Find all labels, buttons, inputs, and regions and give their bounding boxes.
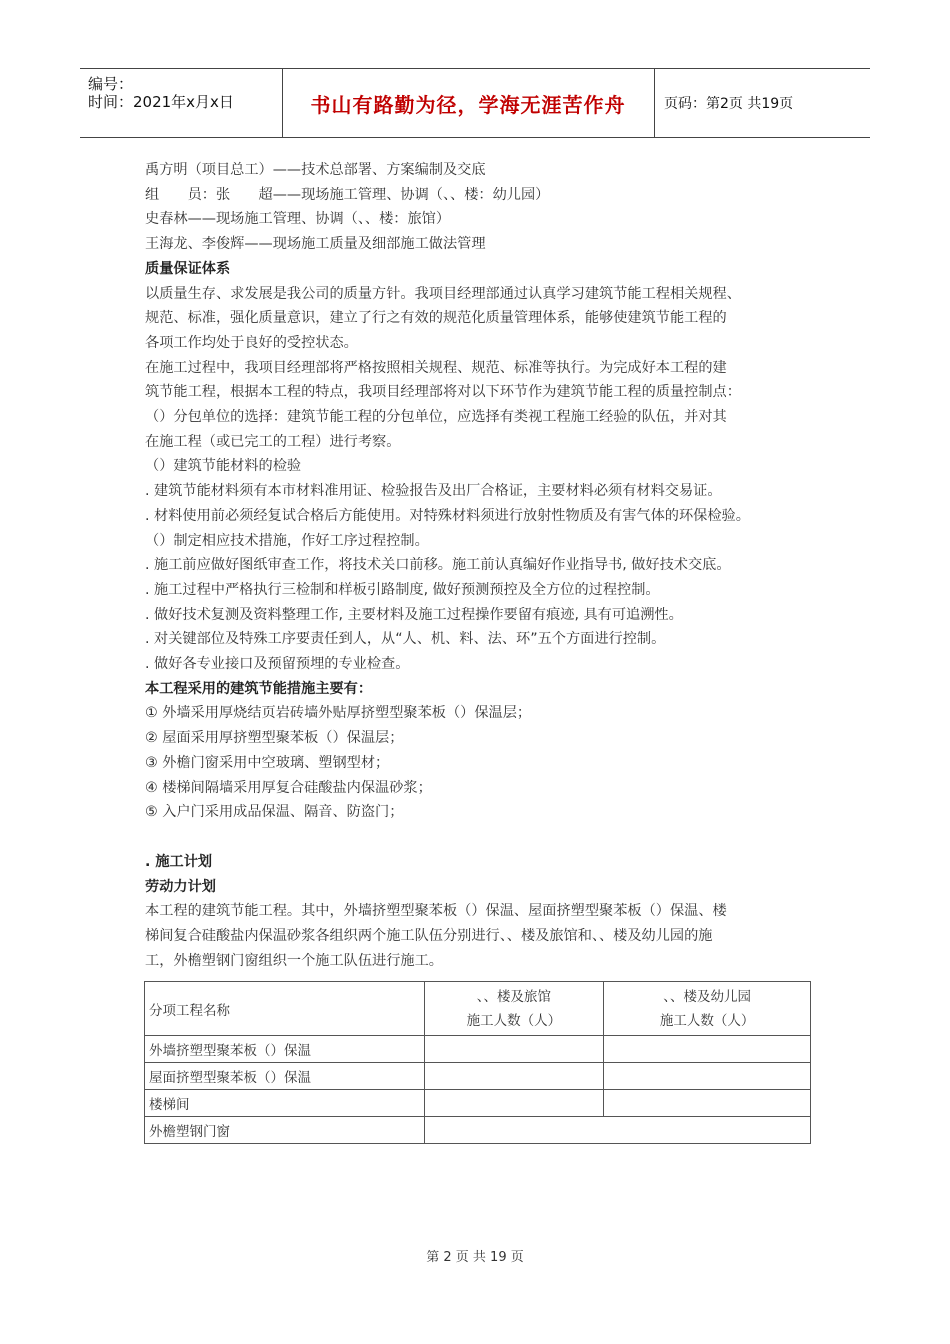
table-header-kindergarten-title: 、、楼及幼儿园 — [663, 988, 752, 1005]
table-cell-project: 外檐塑钢门窗 — [145, 1117, 425, 1144]
body-line: 禹方明（项目总工）——技术总部署、方案编制及交底 — [145, 162, 486, 178]
body-line: （）制定相应技术措施，作好工序过程控制。 — [145, 532, 429, 549]
table-header-hotel-title: 、、楼及旅馆 — [476, 988, 552, 1005]
table-header-kindergarten-sub: 施工人数（人） — [659, 1012, 755, 1029]
body-line: 本工程的建筑节能工程。其中，外墙挤塑型聚苯板（）保温、屋面挤塑型聚苯板（）保温、楼 — [145, 903, 727, 920]
table-row — [145, 1117, 811, 1144]
page-info: 页码：第2页 共19页 — [664, 96, 794, 112]
section-heading: 本工程采用的建筑节能措施主要有： — [145, 680, 373, 697]
page-footer: 第 2 页 共 19 页 — [426, 1250, 524, 1265]
motto: 书山有路勤为径，学海无涯苦作舟 — [310, 92, 626, 117]
table-cell — [604, 1090, 811, 1117]
table-header-kindergarten — [604, 982, 811, 1036]
body-line: （）分包单位的选择：建筑节能工程的分包单位，应选择有类视工程施工经验的队伍，并对其 — [145, 409, 727, 426]
body-line: . 建筑节能材料须有本市材料准用证、检验报告及出厂合格证，主要材料必须有材料交易证。 — [145, 483, 722, 500]
body-line: . 施工前应做好图纸审查工作，将技术关口前移。施工前认真编好作业指导书, 做好技术交底。 — [145, 557, 731, 574]
section-heading: 劳动力计划 — [145, 878, 216, 895]
table-cell — [604, 1036, 811, 1063]
body-line: （）建筑节能材料的检验 — [145, 458, 302, 475]
table-cell — [424, 1090, 604, 1117]
table-header-project: 分项工程名称 — [145, 982, 425, 1036]
header-page-cell — [654, 69, 870, 137]
table-cell-project: 楼梯间 — [145, 1090, 425, 1117]
section-gap — [145, 825, 825, 850]
table-row — [145, 1036, 811, 1063]
body-line: 组 员：张 超——现场施工管理、协调（、、楼：幼儿园） — [145, 186, 550, 203]
body-line: 梯间复合硅酸盐内保温砂浆各组织两个施工队伍分别进行、、楼及旅馆和、、楼及幼儿园的施 — [145, 928, 713, 945]
body-line: 以质量生存、求发展是我公司的质量方针。我项目经理部通过认真学习建筑节能工程相关规程、 — [145, 285, 741, 302]
body-line: 在施工过程中，我项目经理部将严格按照相关规程、规范、标准等执行。为完成好本工程的建 — [145, 359, 727, 376]
body-line: ③ 外檐门窗采用中空玻璃、塑钢型材； — [145, 754, 390, 771]
body-line: . 做好技术复测及资料整理工作, 主要材料及施工过程操作要留有痕迹, 具有可追溯性。 — [145, 606, 683, 623]
table-header-hotel — [424, 982, 604, 1036]
labor-plan-table — [144, 981, 811, 1144]
body-line: 规范、标准，强化质量意识，建立了行之有效的规范化质量管理体系，能够使建筑节能工程的 — [145, 310, 727, 327]
body-line: ④ 楼梯间隔墙采用厚复合硅酸盐内保温砂浆； — [145, 779, 432, 796]
body-line: ② 屋面采用厚挤塑型聚苯板（）保温层； — [145, 730, 404, 747]
section-heading: 质量保证体系 — [145, 260, 231, 277]
body-line: 筑节能工程，根据本工程的特点，我项目经理部将对以下环节作为建筑节能工程的质量控制点： — [145, 384, 741, 401]
table-cell — [424, 1036, 604, 1063]
body-line: . 材料使用前必须经复试合格后方能使用。对特殊材料须进行放射性物质及有害气体的环保检验。 — [145, 507, 750, 524]
body-line: 各项工作均处于良好的受控状态。 — [145, 334, 358, 351]
body-line: . 对关键部位及特殊工序要责任到人，从“人、机、料、法、环”五个方面进行控制。 — [145, 631, 666, 648]
body-line: . 施工过程中严格执行三检制和样板引路制度, 做好预测预控及全方位的过程控制。 — [145, 581, 660, 598]
body-line: ① 外墙采用厚烧结页岩砖墙外贴厚挤塑型聚苯板（）保温层； — [145, 705, 532, 722]
table-cell-project: 屋面挤塑型聚苯板（）保温 — [145, 1063, 425, 1090]
body-line: ⑤ 入户门采用成品保温、隔音、防盗门； — [145, 804, 404, 821]
header-meta-cell — [80, 69, 283, 137]
body-line: 王海龙、李俊辉——现场施工质量及细部施工做法管理 — [145, 236, 486, 253]
section-heading: . 施工计划 — [145, 853, 213, 870]
page-header — [80, 68, 870, 138]
table-cell-project: 外墙挤塑型聚苯板（）保温 — [145, 1036, 425, 1063]
table-row — [145, 1063, 811, 1090]
table-row — [145, 1090, 811, 1117]
table-header-row — [145, 982, 811, 1036]
number-label: 编号： — [88, 75, 134, 93]
body-line: . 做好各专业接口及预留预埋的专业检查。 — [145, 656, 410, 673]
table-cell-merged — [424, 1117, 810, 1144]
table-header-hotel-sub: 施工人数（人） — [466, 1012, 562, 1029]
date-label: 时间：2021年x月x日 — [88, 93, 234, 111]
body-line: 工，外檐塑钢门窗组织一个施工队伍进行施工。 — [145, 952, 443, 969]
header-motto-cell — [282, 69, 655, 137]
body-section-1 — [145, 158, 825, 825]
body-line: 在施工程（或已完工的工程）进行考察。 — [145, 433, 401, 450]
table-cell — [604, 1063, 811, 1090]
body-line: 史春林——现场施工管理、协调（、、楼：旅馆） — [145, 211, 451, 228]
document-body — [145, 158, 825, 974]
body-section-2 — [145, 850, 825, 974]
table-cell — [424, 1063, 604, 1090]
